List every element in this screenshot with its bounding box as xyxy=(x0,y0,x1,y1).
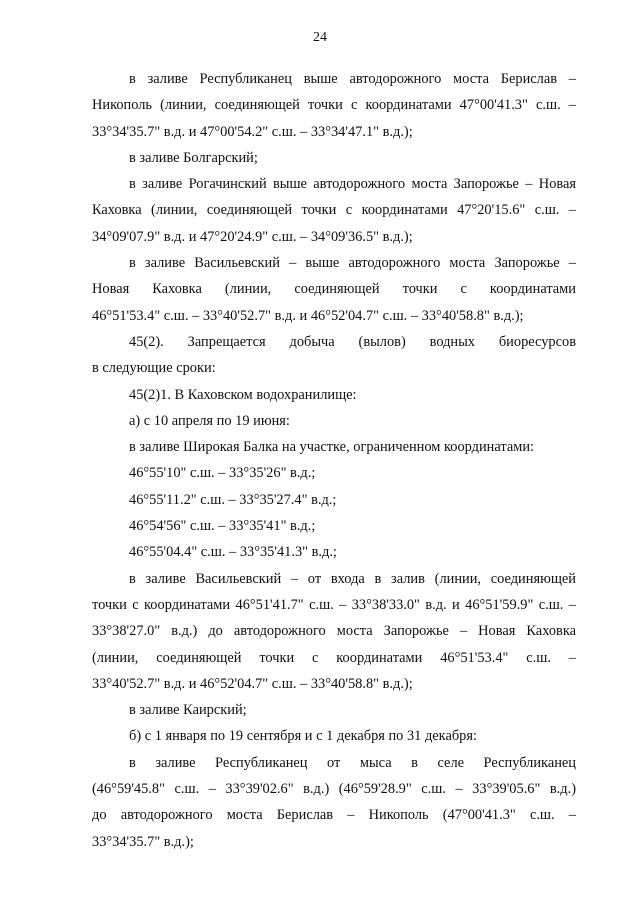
text-body xyxy=(92,66,576,855)
text-line: 34°09'07.9" в.д. и 47°20'24.9" с.ш. – 34°09'36.5" в.д.); xyxy=(92,228,413,245)
text-line: 46°55'10" с.ш. – 33°35'26" в.д.; xyxy=(129,465,316,482)
text-line: 45(2). Запрещается добыча (вылов) водных биоресурсов xyxy=(129,333,576,350)
text-line: в заливе Васильевский – от входа в залив (линии, соединяющей xyxy=(129,570,576,587)
text-line: 46°55'04.4" с.ш. – 33°35'41.3" в.д.; xyxy=(129,544,337,561)
text-line: а) с 10 апреля по 19 июня: xyxy=(129,412,290,429)
page-number: 24 xyxy=(313,30,327,45)
text-line: 33°34'35.7" в.д.); xyxy=(92,833,194,850)
text-line: до автодорожного моста Берислав – Никополь (47°00'41.3" с.ш. – xyxy=(92,807,576,824)
text-line: 46°55'11.2" с.ш. – 33°35'27.4" в.д.; xyxy=(129,491,337,508)
text-line: в заливе Болгарский; xyxy=(129,149,258,166)
text-line: в заливе Каирский; xyxy=(129,702,247,719)
text-line: 46°51'53.4" с.ш. – 33°40'52.7" в.д. и 46°52'04.7" с.ш. – 33°40'58.8" в.д.); xyxy=(92,307,524,324)
text-line: 33°38'27.0" в.д.) до автодорожного моста Запорожье – Новая Каховка xyxy=(92,623,576,640)
text-line: 46°54'56" с.ш. – 33°35'41" в.д.; xyxy=(129,518,316,535)
text-line: в заливе Васильевский – выше автодорожного моста Запорожье – xyxy=(129,255,576,272)
text-line: Каховка (линии, соединяющей точки с координатами 47°20'15.6" с.ш. – xyxy=(92,202,576,219)
text-line: в следующие сроки: xyxy=(92,360,216,377)
text-line: в заливе Рогачинский выше автодорожного моста Запорожье – Новая xyxy=(129,176,576,193)
text-line: в заливе Республиканец выше автодорожного моста Берислав – xyxy=(129,71,576,87)
text-line: точки с координатами 46°51'41.7" с.ш. – 33°38'33.0" в.д. и 46°51'59.9" с.ш. – xyxy=(92,596,576,613)
text-line: б) с 1 января по 19 сентября и с 1 декабря по 31 декабря: xyxy=(129,728,477,745)
text-line: 33°34'35.7" в.д. и 47°00'54.2" с.ш. – 33°34'47.1" в.д.); xyxy=(92,123,413,140)
text-line: Новая Каховка (линии, соединяющей точки с координатами xyxy=(92,281,576,298)
text-line: Никополь (линии, соединяющей точки с координатами 47°00'41.3" с.ш. – xyxy=(92,97,576,114)
text-line: 45(2)1. В Каховском водохранилище: xyxy=(129,386,357,403)
text-line: (46°59'45.8" с.ш. – 33°39'02.6" в.д.) (46°59'28.9" с.ш. – 33°39'05.6" в.д.) xyxy=(92,781,576,798)
text-line: (линии, соединяющей точки с координатами 46°51'53.4" с.ш. – xyxy=(92,649,576,666)
text-line: в заливе Республиканец от мыса в селе Республиканец xyxy=(129,754,576,771)
text-line: 33°40'52.7" в.д. и 46°52'04.7" с.ш. – 33°40'58.8" в.д.); xyxy=(92,675,413,692)
text-line: в заливе Широкая Балка на участке, ограниченном координатами: xyxy=(129,439,535,456)
